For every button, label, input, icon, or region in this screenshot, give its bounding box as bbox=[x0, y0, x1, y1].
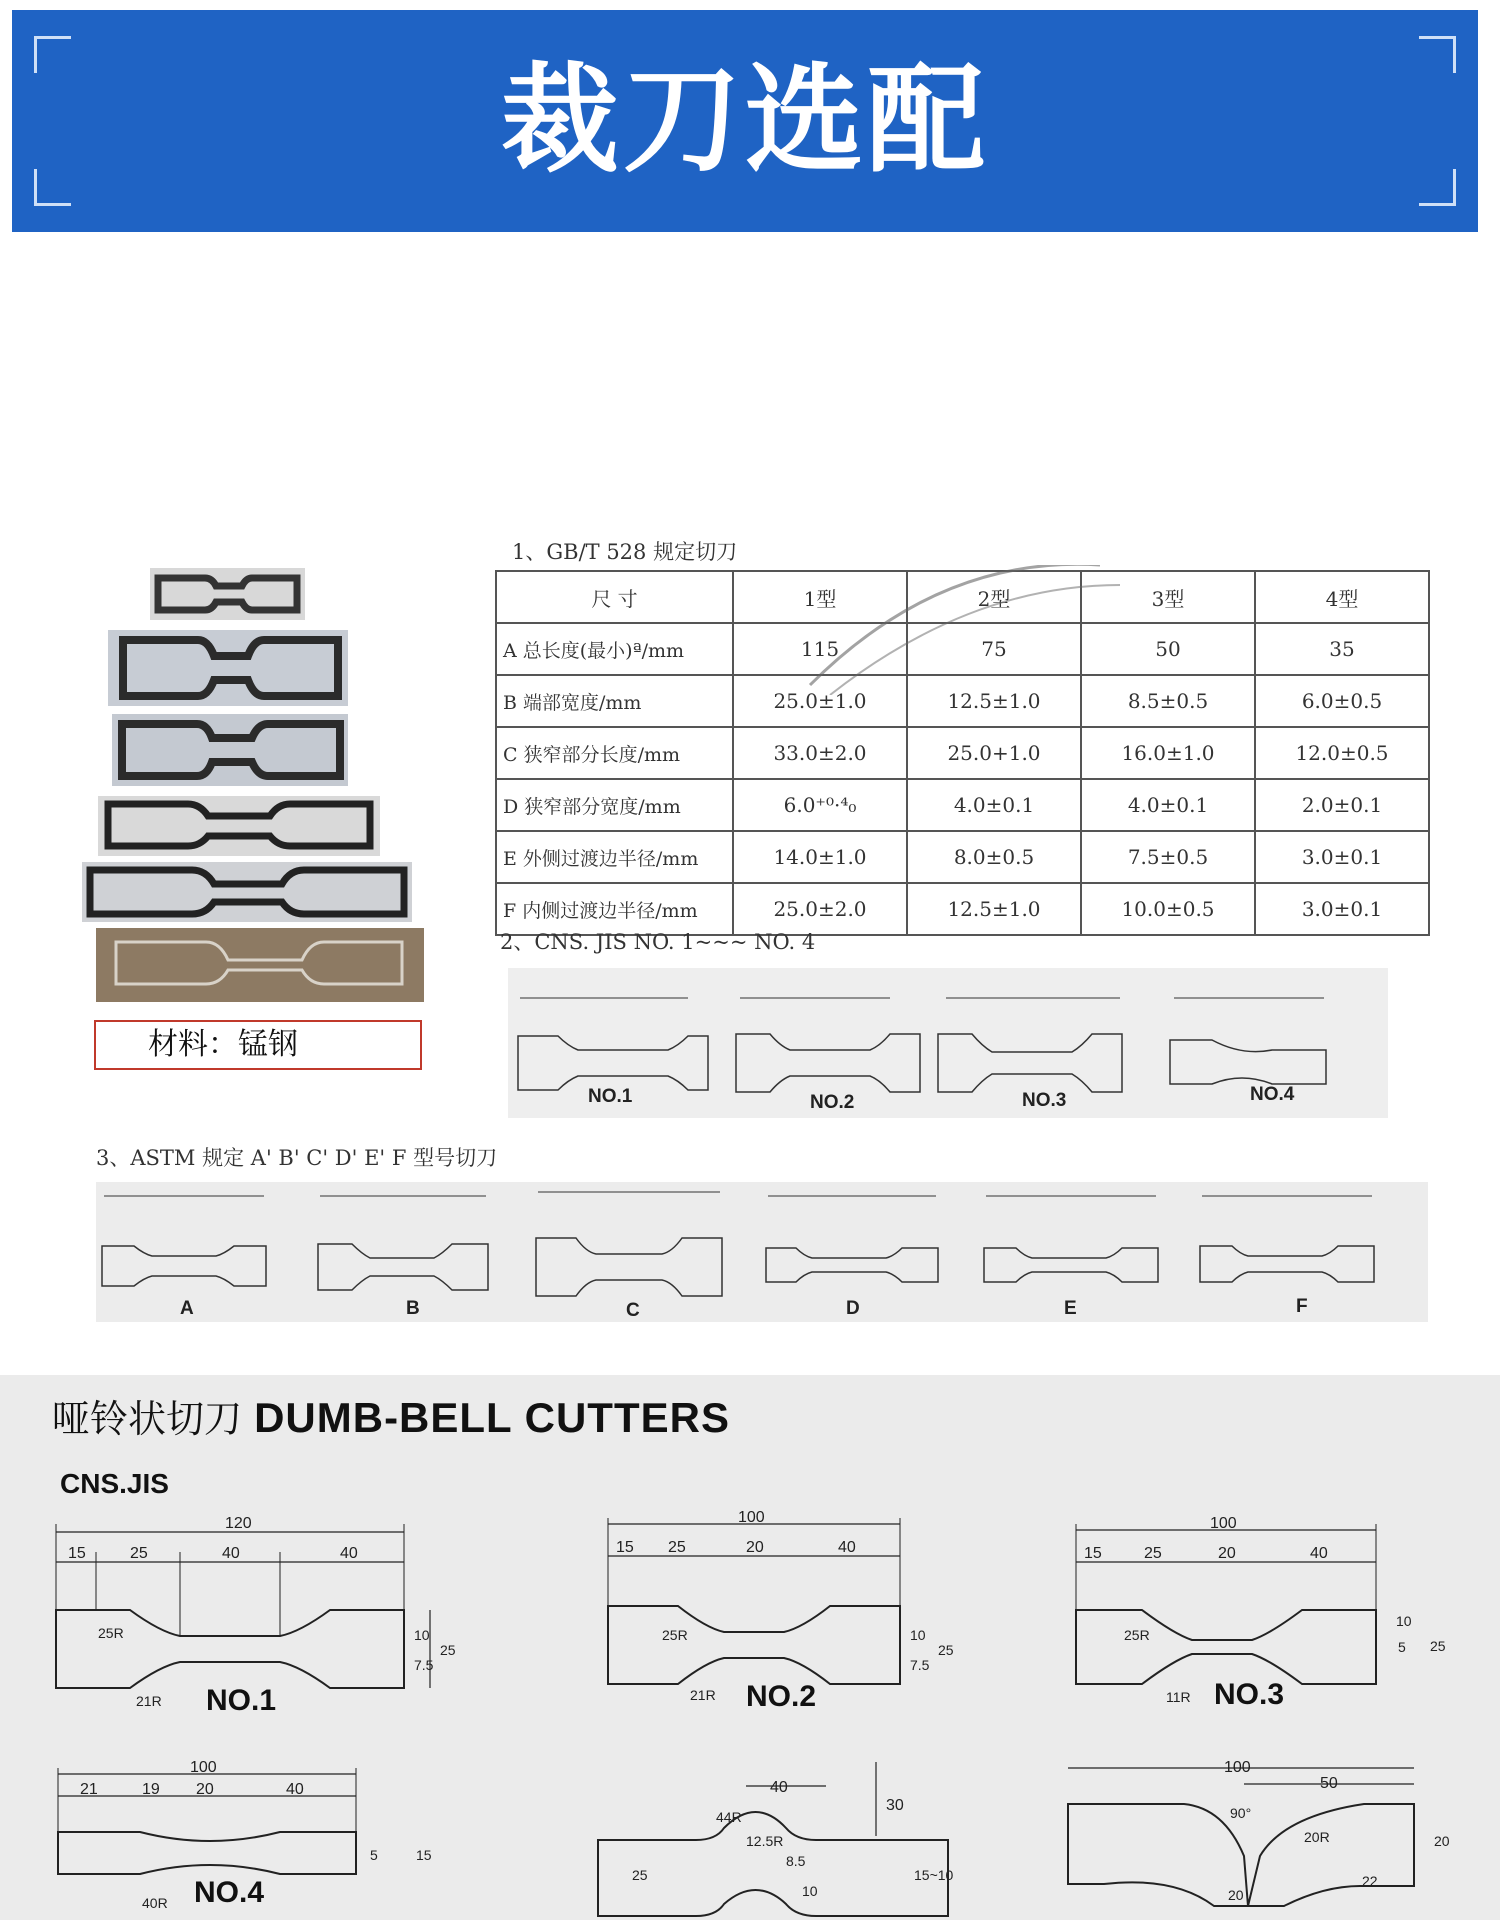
dim-label: 100 bbox=[1210, 1516, 1237, 1532]
dumbbell-title-en: DUMB-BELL CUTTERS bbox=[254, 1394, 730, 1441]
table-row bbox=[496, 727, 1429, 779]
dim-label: 25R bbox=[662, 1627, 688, 1643]
table-cell: 25.0±1.0 bbox=[733, 675, 907, 727]
dim-label: 25 bbox=[632, 1867, 648, 1883]
gb-section-title: 1、GB/T 528 规定切刀 bbox=[512, 540, 738, 564]
title-banner bbox=[12, 10, 1478, 232]
table-cell: 25.0+1.0 bbox=[907, 727, 1081, 779]
no4-label: NO.4 bbox=[194, 1876, 265, 1909]
dim-label: 11R bbox=[1166, 1689, 1191, 1705]
table-header-row bbox=[496, 571, 1429, 623]
dim-label: 25 bbox=[1144, 1545, 1162, 1562]
table-cell: 12.5±1.0 bbox=[907, 675, 1081, 727]
table-row bbox=[496, 623, 1429, 675]
table-cell: 115 bbox=[733, 623, 907, 675]
cns-diagram-label: NO.1 bbox=[588, 1086, 633, 1107]
dim-label: 40 bbox=[838, 1539, 856, 1556]
dim-label: 90° bbox=[1230, 1805, 1252, 1821]
dim-label: 100 bbox=[738, 1510, 765, 1526]
dim-label: 7.5 bbox=[910, 1657, 930, 1673]
cns-section-title: 2、CNS. JIS NO. 1~~~ NO. 4 bbox=[500, 930, 816, 954]
dim-label: 25 bbox=[440, 1642, 456, 1658]
crescent-cutter-diagram bbox=[596, 1756, 976, 1920]
astm-diagram-label: A bbox=[180, 1298, 194, 1319]
table-cell: 4.0±0.1 bbox=[907, 779, 1081, 831]
dim-label: 120 bbox=[225, 1515, 252, 1532]
table-header: 2型 bbox=[907, 571, 1081, 623]
dim-label: 20 bbox=[1434, 1833, 1450, 1849]
dim-label: 15~10 bbox=[914, 1867, 954, 1883]
dim-label: 100 bbox=[190, 1760, 217, 1776]
row-label: A 总长度(最小)ª/mm bbox=[496, 623, 733, 675]
cutter-image bbox=[98, 796, 380, 856]
table-header: 3型 bbox=[1081, 571, 1255, 623]
dim-label: 40R bbox=[142, 1895, 168, 1911]
cutter-image bbox=[150, 568, 305, 620]
dim-label: 5 bbox=[370, 1847, 378, 1863]
dim-label: 50 bbox=[1320, 1775, 1338, 1792]
table-cell: 14.0±1.0 bbox=[733, 831, 907, 883]
angle-cutter-diagram bbox=[1064, 1756, 1484, 1920]
no3-label: NO.3 bbox=[1214, 1678, 1285, 1711]
table-cell: 4.0±0.1 bbox=[1081, 779, 1255, 831]
dim-label: 10 bbox=[910, 1627, 926, 1643]
table-cell: 10.0±0.5 bbox=[1081, 883, 1255, 935]
dim-label: 25 bbox=[668, 1539, 686, 1556]
gb-spec-table bbox=[495, 570, 1430, 936]
dim-label: 44R bbox=[716, 1809, 742, 1825]
dim-label: 25 bbox=[130, 1545, 148, 1562]
dim-label: 40 bbox=[340, 1545, 358, 1562]
dim-label: 25 bbox=[938, 1642, 954, 1658]
dim-label: 21R bbox=[690, 1687, 716, 1703]
cutter-image bbox=[112, 714, 348, 786]
dim-label: 25R bbox=[98, 1625, 124, 1641]
table-row bbox=[496, 675, 1429, 727]
row-label: D 狭窄部分宽度/mm bbox=[496, 779, 733, 831]
astm-diagram-label: F bbox=[1296, 1296, 1308, 1317]
dim-label: 15 bbox=[68, 1545, 86, 1562]
dim-label: 20 bbox=[746, 1539, 764, 1556]
astm-diagram-drawings bbox=[96, 1182, 1428, 1322]
table-cell: 35 bbox=[1255, 623, 1429, 675]
dim-label: 10 bbox=[414, 1627, 430, 1643]
dumbbell-title-cn: 哑铃状切刀 bbox=[52, 1397, 255, 1441]
dim-label: 15 bbox=[416, 1847, 432, 1863]
dim-label: 19 bbox=[142, 1781, 160, 1798]
table-cell: 3.0±0.1 bbox=[1255, 883, 1429, 935]
dim-label: 15 bbox=[616, 1539, 634, 1556]
dim-label: 7.5 bbox=[414, 1657, 434, 1673]
cutter-image bbox=[82, 862, 412, 922]
dim-label: 21R bbox=[136, 1693, 162, 1709]
table-header: 1型 bbox=[733, 571, 907, 623]
dumbbell-subtitle: CNS.JIS bbox=[60, 1468, 169, 1499]
row-label: E 外侧过渡边半径/mm bbox=[496, 831, 733, 883]
table-header: 尺 寸 bbox=[496, 571, 733, 623]
cns-diagram-label: NO.3 bbox=[1022, 1090, 1067, 1111]
row-label: B 端部宽度/mm bbox=[496, 675, 733, 727]
astm-diagram-label: B bbox=[406, 1298, 420, 1319]
banner-title: 裁刀选配 bbox=[500, 51, 989, 189]
astm-diagram-strip bbox=[96, 1182, 1428, 1322]
dim-label: 21 bbox=[80, 1781, 98, 1798]
dim-label: 10 bbox=[1396, 1613, 1412, 1629]
dim-label: 40 bbox=[1310, 1545, 1328, 1562]
table-cell: 33.0±2.0 bbox=[733, 727, 907, 779]
table-cell: 6.0⁺⁰·⁴₀ bbox=[733, 779, 907, 831]
table-cell: 16.0±1.0 bbox=[1081, 727, 1255, 779]
dim-label: 5 bbox=[1398, 1639, 1406, 1655]
astm-section-title: 3、ASTM 规定 A' B' C' D' E' F 型号切刀 bbox=[96, 1146, 498, 1170]
table-cell: 6.0±0.5 bbox=[1255, 675, 1429, 727]
dumbbell-title bbox=[52, 1388, 730, 1443]
cutter-image bbox=[108, 630, 348, 706]
no1-diagram bbox=[40, 1510, 480, 1710]
dim-label: 20R bbox=[1304, 1829, 1330, 1845]
table-cell: 8.5±0.5 bbox=[1081, 675, 1255, 727]
material-label: 材料：锰钢 bbox=[94, 1020, 422, 1070]
dim-label: 15 bbox=[1084, 1545, 1102, 1562]
table-cell: 25.0±2.0 bbox=[733, 883, 907, 935]
table-header: 4型 bbox=[1255, 571, 1429, 623]
table-cell: 3.0±0.1 bbox=[1255, 831, 1429, 883]
table-cell: 75 bbox=[907, 623, 1081, 675]
dim-label: 12.5R bbox=[746, 1833, 784, 1849]
table-cell: 8.0±0.5 bbox=[907, 831, 1081, 883]
no2-label: NO.2 bbox=[746, 1680, 817, 1713]
dim-label: 100 bbox=[1224, 1759, 1251, 1776]
dim-label: 20 bbox=[1228, 1887, 1244, 1903]
dim-label: 30 bbox=[886, 1797, 904, 1814]
no1-label: NO.1 bbox=[206, 1684, 277, 1717]
dim-label: 20 bbox=[1218, 1545, 1236, 1562]
table-row bbox=[496, 779, 1429, 831]
row-label: F 内侧过渡边半径/mm bbox=[496, 883, 733, 935]
table-cell: 7.5±0.5 bbox=[1081, 831, 1255, 883]
astm-diagram-label: C bbox=[626, 1300, 640, 1321]
dim-label: 40 bbox=[286, 1781, 304, 1798]
dim-label: 10 bbox=[802, 1883, 818, 1899]
cns-diagram-label: NO.4 bbox=[1250, 1084, 1295, 1105]
row-label: C 狭窄部分长度/mm bbox=[496, 727, 733, 779]
cns-diagram-label: NO.2 bbox=[810, 1092, 855, 1113]
dim-label: 22 bbox=[1362, 1873, 1378, 1889]
astm-diagram-label: D bbox=[846, 1298, 860, 1319]
cutter-image bbox=[96, 928, 424, 1002]
dim-label: 40 bbox=[770, 1779, 788, 1796]
table-cell: 2.0±0.1 bbox=[1255, 779, 1429, 831]
cns-diagram-strip bbox=[508, 968, 1388, 1118]
dim-label: 25R bbox=[1124, 1627, 1150, 1643]
dim-label: 20 bbox=[196, 1781, 214, 1798]
table-row bbox=[496, 831, 1429, 883]
dim-label: 8.5 bbox=[786, 1853, 806, 1869]
table-cell: 12.0±0.5 bbox=[1255, 727, 1429, 779]
astm-diagram-label: E bbox=[1064, 1298, 1077, 1319]
table-cell: 12.5±1.0 bbox=[907, 883, 1081, 935]
dim-label: 40 bbox=[222, 1545, 240, 1562]
table-cell: 50 bbox=[1081, 623, 1255, 675]
dim-label: 25 bbox=[1430, 1638, 1446, 1654]
